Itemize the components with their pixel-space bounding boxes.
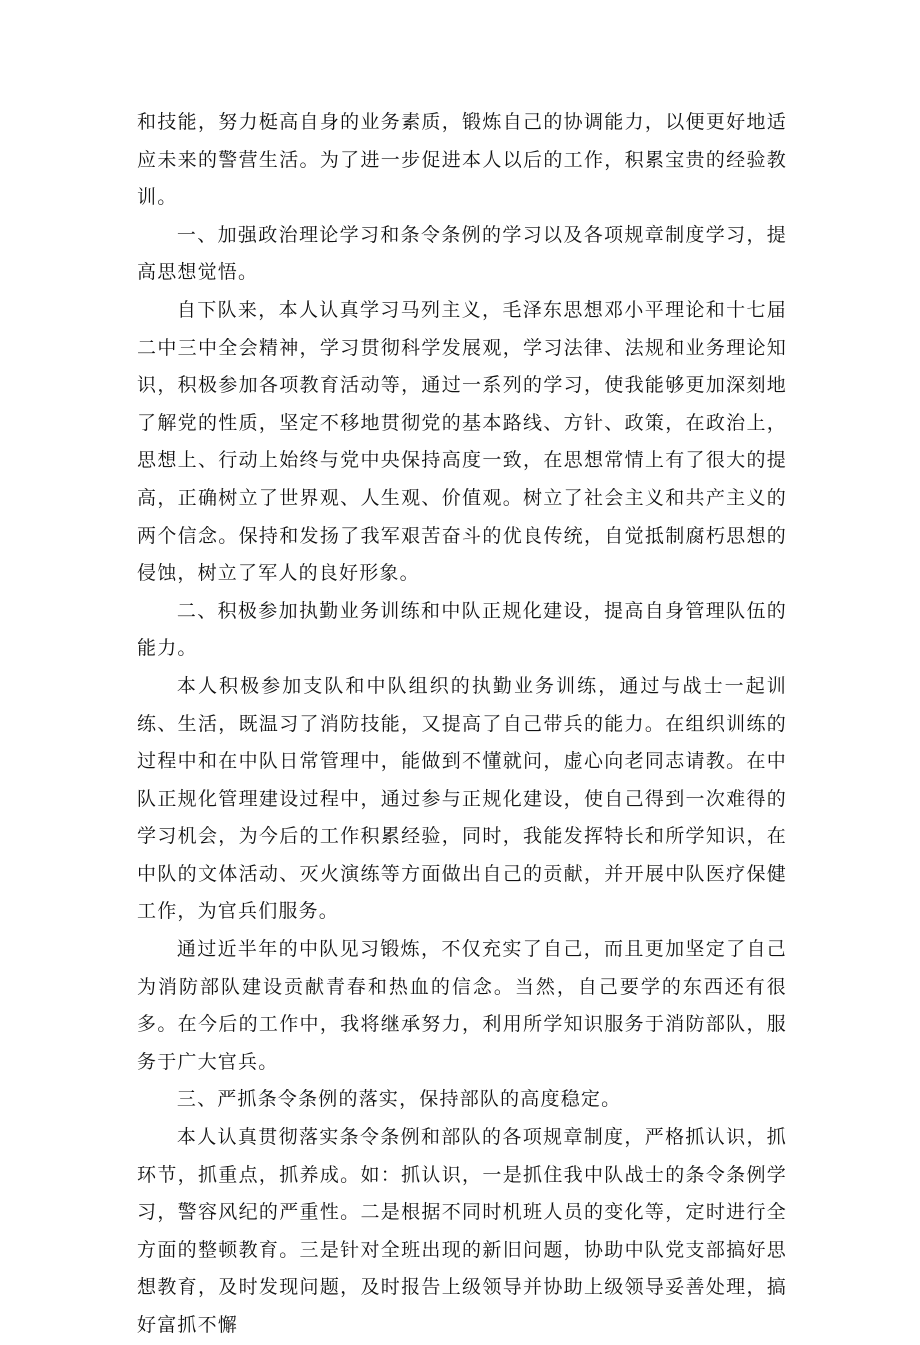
paragraph: 通过近半年的中队见习锻炼，不仅充实了自己，而且更加坚定了自己为消防部队建设贡献青春和热血的信念。当然，自己要学的东西还有很多。在今后的工作中，我将继承努力，利用所学知识服务于消防部队，服务于广大官兵。 (137, 938, 787, 1073)
paragraph: 本人认真贯彻落实条令条例和部队的各项规章制度，严格抓认识，抓环节，抓重点，抓养成。如：抓认识，一是抓住我中队战士的条令条例学习，警容风纪的严重性。二是根据不同时机班人员的变化等，定时进行全方面的整顿教育。三是针对全班出现的新旧问题，协助中队党支部搞好思想教育，及时发现问题，及时报告上级领导并协助上级领导妥善处理，搞好富抓不懈 (137, 1126, 787, 1336)
section-heading-2: 二、积极参加执勤业务训练和中队正规化建设，提高自身管理队伍的能力。 (137, 599, 787, 660)
section-heading-3: 三、严抓条令条例的落实，保持部队的高度稳定。 (176, 1088, 622, 1111)
paragraph: 自下队来，本人认真学习马列主义，毛泽东思想邓小平理论和十七届二中三中全会精神，学习贯彻科学发展观，学习法律、法规和业务理论知识，积极参加各项教育活动等，通过一系列的学习，使我能够更加深刻地了解党的性质，坚定不移地贯彻党的基本路线、方针、政策，在政治上，思想上、行动上始终与党中央保持高度一致，在思想常情上有了很大的提高，正确树立了世界观、人生观、价值观。树立了社会主义和共产主义的两个信念。保持和发扬了我军艰苦奋斗的优良传统，自觉抵制腐朽思想的侵蚀，树立了军人的良好形象。 (137, 298, 787, 585)
document-body (137, 104, 787, 1345)
section-heading-1: 一、加强政治理论学习和条令条例的学习以及各项规章制度学习，提高思想觉悟。 (137, 223, 787, 284)
paragraph: 本人积极参加支队和中队组织的执勤业务训练，通过与战士一起训练、生活，既温习了消防技能，又提高了自己带兵的能力。在组织训练的过程中和在中队日常管理中，能做到不懂就问，虚心向老同志请教。在中队正规化管理建设过程中，通过参与正规化建设，使自己得到一次难得的学习机会，为今后的工作积累经验，同时，我能发挥特长和所学知识，在中队的文体活动、灭火演练等方面做出自己的贡献，并开展中队医疗保健工作，为官兵们服务。 (137, 674, 787, 923)
paragraph-continued: 和技能，努力梃高自身的业务素质，锻炼自己的协调能力，以便更好地适应未来的警营生活。为了进一步促进本人以后的工作，积累宝贵的经验教训。 (137, 111, 787, 209)
